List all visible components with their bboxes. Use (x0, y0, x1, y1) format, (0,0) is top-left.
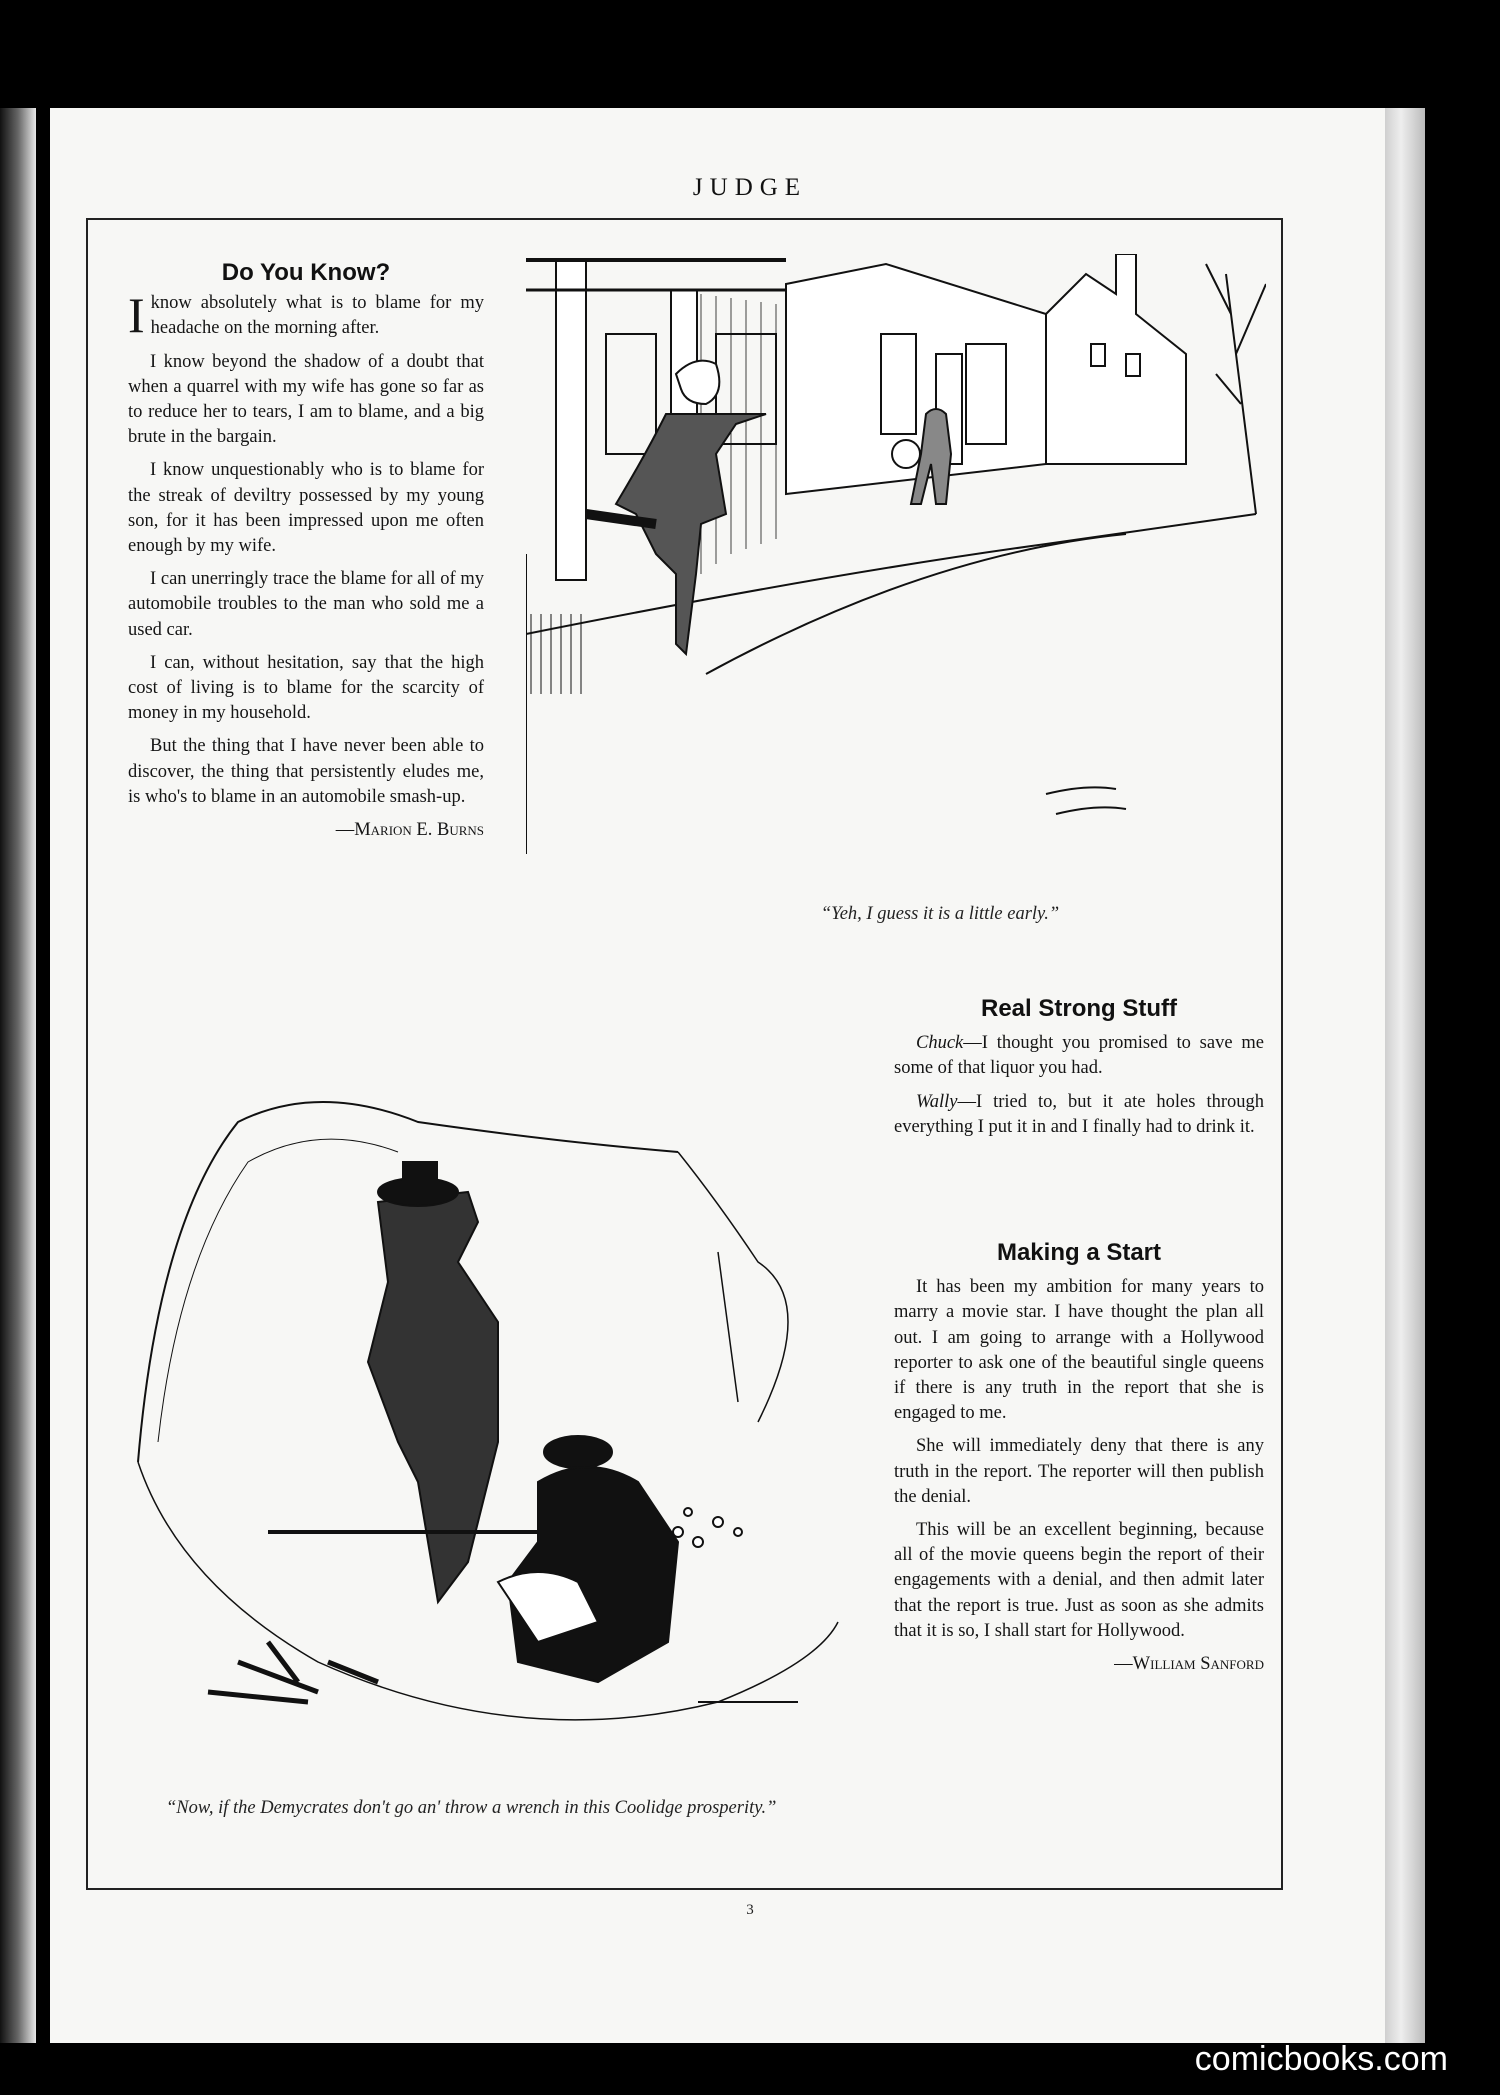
article-title: Do You Know? (221, 259, 391, 286)
dialogue-text: —I tried to, but it ate holes through everything I put it in and I finally had to drink it. (894, 1091, 1264, 1137)
speaker-name: Chuck (916, 1033, 964, 1054)
dialogue-line (894, 1090, 1264, 1140)
author-signature: —Marion E. Burns (335, 820, 484, 841)
drop-cap: I (128, 287, 145, 344)
street-cartoon-illustration (526, 254, 1266, 854)
dialogue-text: —I thought you promised to save me some of that liquor you had. (894, 1033, 1264, 1079)
article-title: Real Strong Stuff (981, 995, 1177, 1022)
article-paragraph: But the thing that I have never been able to discover, the thing that persistently eludes me, is who's to blame in an automobile smash-up. (128, 736, 484, 807)
article-paragraph: I know beyond the shadow of a doubt that when a quarrel with my wife has gone so far as to reduce her to tears, I am to blame, and a big brute in the bargain. (128, 351, 484, 448)
watermark: comicbooks.com (1194, 2040, 1448, 2078)
article-paragraph: This will be an excellent beginning, because all of the movie queens begin the report of their engagements with a denial, and then admit later that the report is true. Just as soon as she admits that it is so, I shall start for Hollywood. (894, 1520, 1264, 1641)
article-real-strong-stuff (894, 996, 1264, 1148)
running-head: JUDGE (692, 174, 808, 201)
article-paragraph: I can unerringly trace the blame for all of my automobile troubles to the man who sold me a used car. (128, 569, 484, 640)
right-page-edge (1385, 108, 1425, 2043)
article-paragraph (128, 287, 484, 344)
article-title: Making a Start (996, 1239, 1162, 1266)
article-paragraph: She will immediately deny that there is any truth in the report. The reporter will then publish the denial. (894, 1436, 1264, 1507)
article-paragraph: I know unquestionably who is to blame for the streak of deviltry possessed by my young son, for it has been impressed upon me often enough by my wife. (128, 460, 484, 557)
paragraph-text: know absolutely what is to blame for my headache on the morning after. (150, 293, 484, 339)
article-paragraph: I can, without hesitation, say that the high cost of living is to blame for the scarcity of money in my household. (128, 652, 484, 724)
article-making-a-start (894, 1240, 1264, 1677)
author-signature: —William Sanford (1114, 1654, 1264, 1675)
left-page-edge (0, 108, 36, 2043)
bottom-cartoon-caption: “Now, if the Demycrates don't go an' throw a wrench in this Coolidge prosperity.” (166, 1798, 777, 1818)
tramps-cartoon-illustration (118, 1062, 858, 1782)
top-cartoon-caption: “Yeh, I guess it is a little early.” (820, 904, 1060, 924)
speaker-name: Wally (916, 1091, 958, 1112)
page-number: 3 (746, 1902, 754, 1918)
article-do-you-know (128, 260, 484, 843)
dialogue-line (894, 1031, 1264, 1081)
article-paragraph: It has been my ambition for many years to marry a movie star. I have thought the plan all out. I am going to arrange with a Hollywood reporter to ask one of the beautiful single queens if there is any truth in the report that she is engaged to me. (894, 1277, 1264, 1424)
